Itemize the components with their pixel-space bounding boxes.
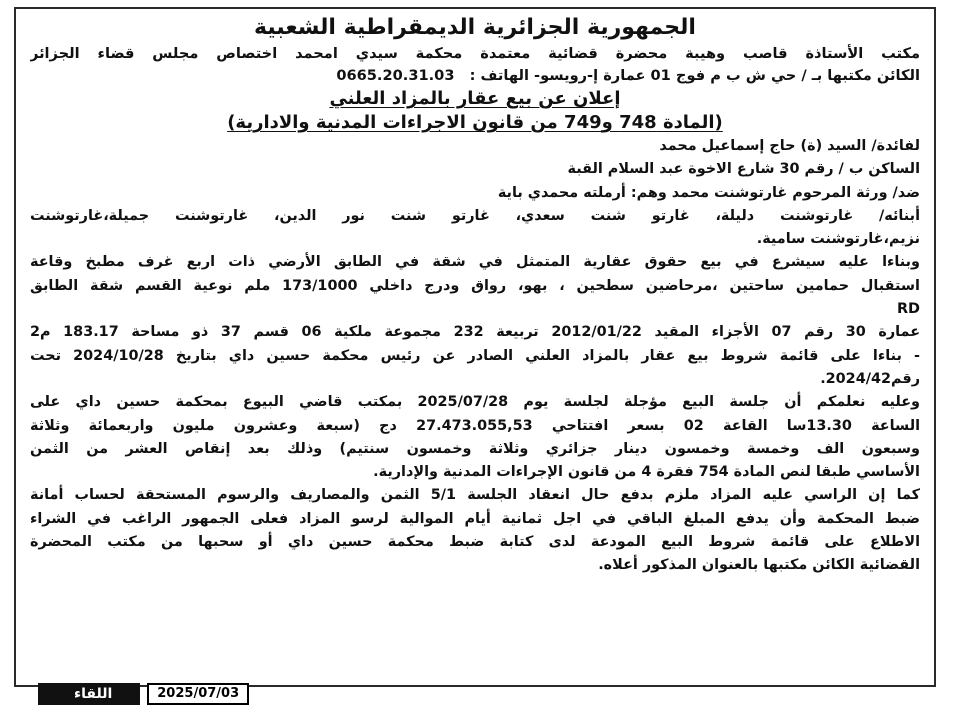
- session-line-3: وسبعون الف وخمسة وخمسون دينار جزائري وثلاثة وخمسون سنتيم) وذلك بعد إنقاص العشر من الثمن: [30, 440, 920, 457]
- notice-frame: [14, 7, 936, 687]
- newspaper-name: اللقاء: [38, 683, 140, 705]
- beneficiary-line: لفائدة/ السيد (ة) حاج إسماعيل محمد: [659, 138, 920, 154]
- payment-line-4: القضائية الكائن مكتبها بالعنوان المذكور أعلاه.: [598, 557, 920, 574]
- property-line-4: عمارة 30 رقم 07 الأجزاء المقيد 2012/01/22 تربيعة 232 مجموعة ملكية 06 قسم 37 ذو مساحة 183.17 م2: [30, 324, 920, 341]
- payment-line-2: ضبط المحكمة وأن يدفع المبلغ الباقي في اجل ثمانية أيام الموالية لرسو المزاد فعلى الجمهور الراغب في الشراء: [30, 510, 920, 527]
- session-line-4: الأساسي طبقا لنص المادة 754 فقرة 4 من قانون الإجراءات المدنية والإدارية.: [373, 464, 920, 481]
- notice-title: إعلان عن بيع عقار بالمزاد العلني: [329, 88, 621, 109]
- against-line: ضد/ ورثة المرحوم غارتوشنت محمد وهم: أرملته محمدي باية: [497, 184, 920, 201]
- session-line-1: وعليه نعلمكم أن جلسة البيع مؤجلة لجلسة يوم 2025/07/28 بمكتب قاضي البيوع بمحكمة حسين داي على: [30, 394, 920, 411]
- republic-heading: الجمهورية الجزائرية الديمقراطية الشعبية: [254, 15, 696, 40]
- property-line-3: RD: [896, 301, 920, 318]
- notice-subtitle: (المادة 748 و749 من قانون الاجراءات المدنية والادارية): [227, 112, 723, 133]
- address-text: الكائن مكتبها بـ / حي ش ب م فوج 01 عمارة إ-رويسو- الهاتف :: [469, 67, 920, 84]
- payment-line-3: الاطلاع على قائمة شروط البيع المودعة لدى كتابة ضبط محكمة حسين داي أو سحبها من مكتب المحضرة: [30, 534, 920, 551]
- bailiff-office: مكتب الأستاذة قاصب وهيبة محضرة قضائية معتمدة محكمة سيدي امحمد اختصاص مجلس قضاء الجزائر: [30, 45, 920, 62]
- property-line-1: وبناءا عليه سيشرع في بيع حقوق عقارية المتمثل في شقة في الطابق الأرضي ذات اربع غرف مطبخ وقاعة: [30, 254, 920, 271]
- heirs-line-1: أبنائه/ غارتوشنت دليلة، غارتو شنت سعدي، غارتو شنت نور الدين، غارتوشنت جميلة،غارتوشنت: [30, 207, 920, 224]
- property-line-2: استقبال حمامين ساحتين ،مرحاضين سطحين ، بهو، رواق ودرج داخلي 173/1000 ملم نوعية القسم شقة الطابق: [30, 277, 920, 294]
- residence-line: الساكن ب / رقم 30 شارع الاخوة عبد السلام القبة: [567, 161, 920, 178]
- office-address: [30, 65, 920, 87]
- payment-line-1: كما إن الراسي عليه المزاد ملزم بدفع حال انعقاد الجلسة 5/1 الثمن والمصاريف والرسوم المستحقة لحساب أمانة: [30, 487, 920, 504]
- heirs-line-2: نزيم،غارتوشنت سامية.: [756, 231, 920, 248]
- publication-footer: [38, 683, 249, 705]
- conditions-line-2: رقم2024/42.: [820, 370, 920, 387]
- conditions-line-1: - بناءا على قائمة شروط بيع عقار بالمزاد العلني الصادر عن رئيس محكمة حسين داي بتاريخ 2024/10/28 تحت: [30, 347, 920, 364]
- notice-body: [30, 13, 920, 578]
- phone-number: 0665.20.31.03: [336, 67, 455, 84]
- publication-date: 2025/07/03: [147, 683, 249, 705]
- session-line-2: الساعة 13.30سا القاعة 02 بسعر افتتاحي 27.473.055,53 دج (سبعة وعشرون مليون واربعمائة وثلاثة: [30, 417, 920, 434]
